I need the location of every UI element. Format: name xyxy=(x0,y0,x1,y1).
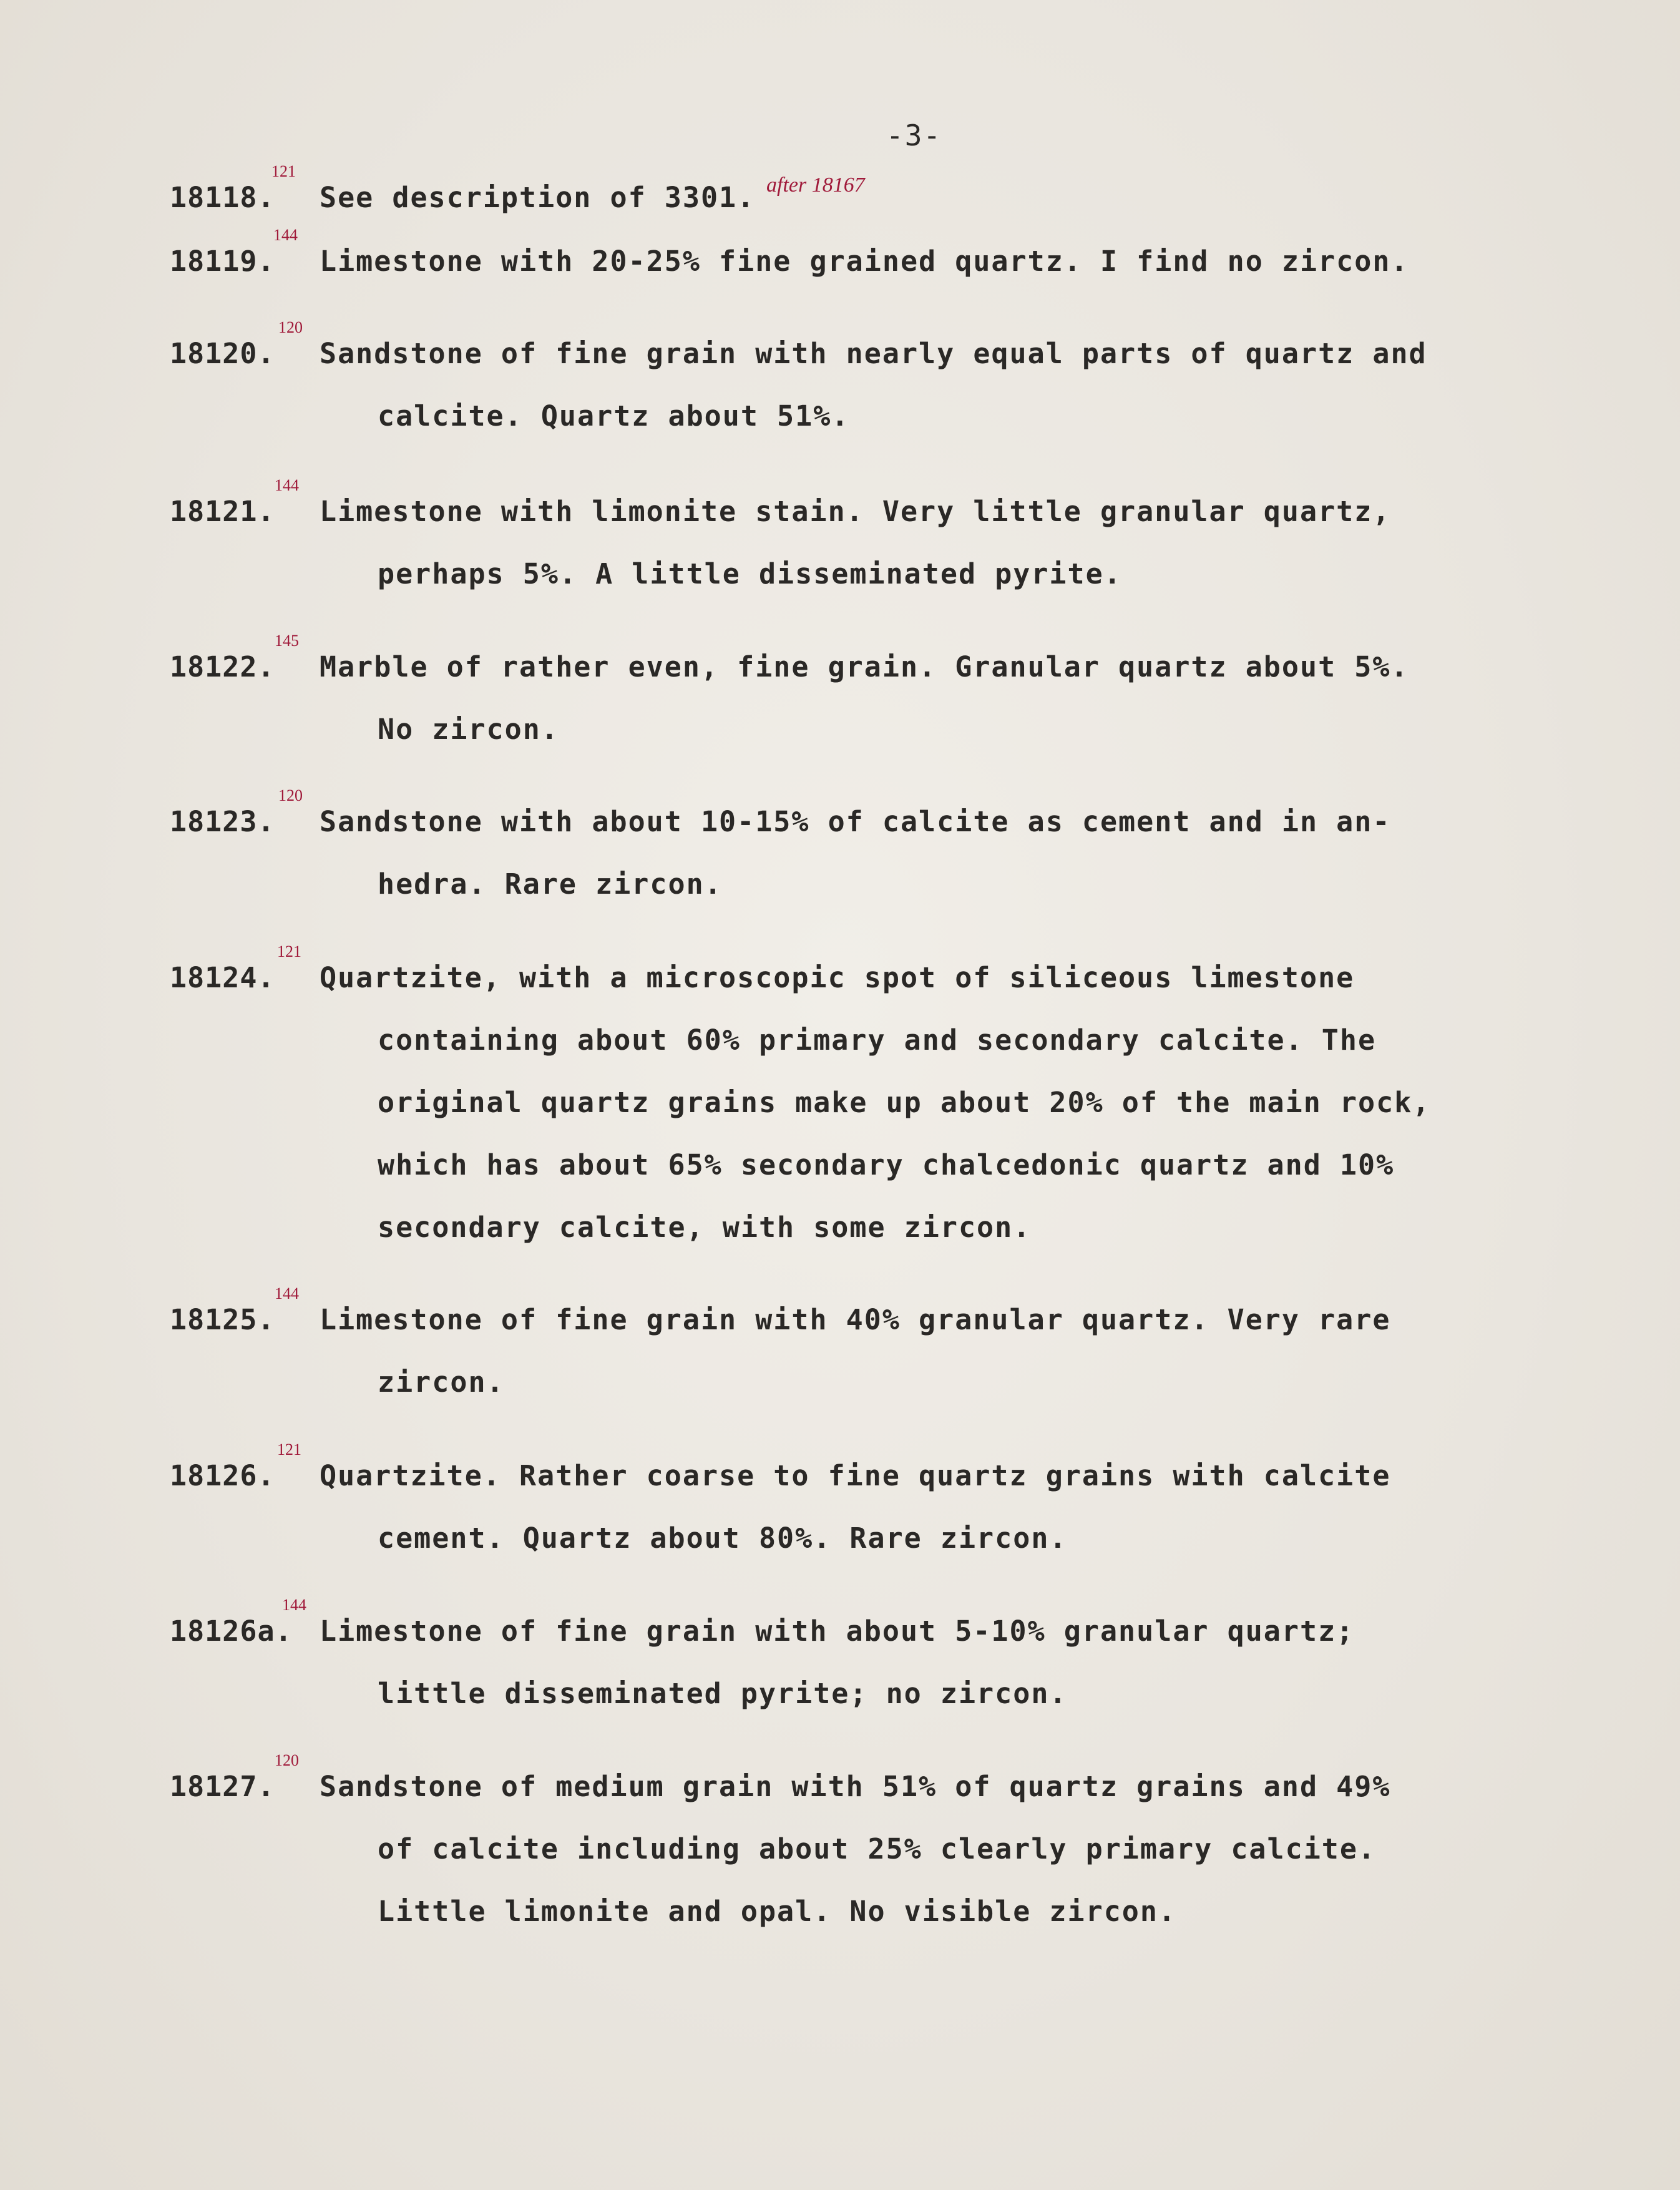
entry-line: Marble of rather even, fine grain. Granular quartz about 5%. xyxy=(320,650,1409,683)
specimen-number: 18121. xyxy=(170,495,275,528)
page-number: -3- xyxy=(886,119,942,152)
handwritten-note: 120 xyxy=(278,786,303,804)
entry-line: perhaps 5%. A little disseminated pyrite. xyxy=(378,557,1122,590)
entry-line: Sandstone of fine grain with nearly equal parts of quartz and xyxy=(320,337,1427,370)
entry-line: which has about 65% secondary chalcedonic quartz and 10% xyxy=(378,1148,1395,1181)
entry-line: little disseminated pyrite; no zircon. xyxy=(378,1677,1068,1710)
specimen-number: 18119. xyxy=(170,245,275,278)
entry-line: secondary calcite, with some zircon. xyxy=(378,1211,1032,1244)
entry-line: Quartzite, with a microscopic spot of siliceous limestone xyxy=(320,961,1355,994)
handwritten-note: 121 xyxy=(277,1440,301,1459)
entry-line: See description of 3301. xyxy=(320,181,756,214)
handwritten-note: 144 xyxy=(282,1596,306,1614)
entry-line: Little limonite and opal. No visible zircon. xyxy=(378,1895,1177,1928)
entry-line: Limestone with limonite stain. Very little granular quartz, xyxy=(320,495,1391,528)
entry-line: containing about 60% primary and secondary calcite. The xyxy=(378,1024,1377,1057)
handwritten-note: 120 xyxy=(278,318,303,336)
specimen-number: 18125. xyxy=(170,1303,275,1336)
entry-line: hedra. Rare zircon. xyxy=(378,868,723,901)
specimen-number: 18123. xyxy=(170,805,275,838)
specimen-number: 18118. xyxy=(170,181,275,214)
specimen-number: 18126a. xyxy=(170,1615,293,1648)
specimen-number: 18126. xyxy=(170,1459,275,1492)
entry-line: zircon. xyxy=(378,1366,505,1399)
entry-line: original quartz grains make up about 20% of the main rock, xyxy=(378,1086,1431,1119)
entry-line: cement. Quartz about 80%. Rare zircon. xyxy=(378,1522,1068,1555)
entry-line: Quartzite. Rather coarse to fine quartz grains with calcite xyxy=(320,1459,1391,1492)
entry-line: Sandstone of medium grain with 51% of quartz grains and 49% xyxy=(320,1770,1391,1803)
specimen-number: 18127. xyxy=(170,1770,275,1803)
handwritten-note: 121 xyxy=(271,162,296,180)
entry-line: Sandstone with about 10-15% of calcite as cement and in an- xyxy=(320,805,1391,838)
specimen-number: 18124. xyxy=(170,961,275,994)
handwritten-note: 144 xyxy=(273,226,298,244)
handwritten-note: after 18167 xyxy=(766,174,865,197)
handwritten-note: 121 xyxy=(277,942,301,961)
entry-line: No zircon. xyxy=(378,713,559,746)
entry-line: calcite. Quartz about 51%. xyxy=(378,399,850,433)
entry-line: Limestone with 20-25% fine grained quartz. I find no zircon. xyxy=(320,245,1409,278)
handwritten-note: 145 xyxy=(275,632,299,650)
handwritten-note: 144 xyxy=(275,476,299,494)
entry-line: Limestone of fine grain with 40% granular quartz. Very rare xyxy=(320,1303,1391,1336)
entry-line: of calcite including about 25% clearly primary calcite. xyxy=(378,1832,1377,1865)
handwritten-note: 144 xyxy=(275,1284,299,1303)
handwritten-note: 120 xyxy=(275,1751,299,1769)
specimen-number: 18122. xyxy=(170,650,275,683)
entry-line: Limestone of fine grain with about 5-10% granular quartz; xyxy=(320,1615,1355,1648)
specimen-number: 18120. xyxy=(170,337,275,370)
